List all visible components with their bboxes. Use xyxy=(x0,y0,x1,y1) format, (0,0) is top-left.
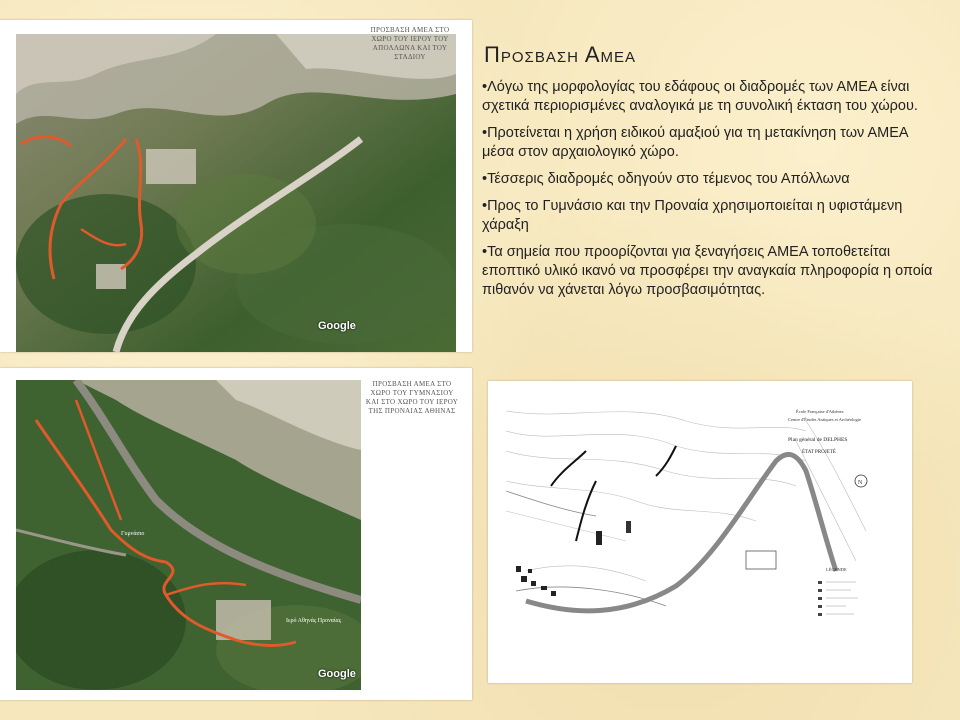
bullet-list xyxy=(482,78,937,308)
map-caption: ΠΡΟΣΒΑΣΗ ΑΜΕΑ ΣΤΟ ΧΩΡΟ ΤΟΥ ΙΕΡΟΥ ΤΟΥ ΑΠΟΛΛΩΝΑ ΚΑΙ ΤΟΥ ΣΤΑΔΙΟΥ xyxy=(370,26,450,61)
plan-state: ÉTAT PROJETÉ xyxy=(802,450,836,455)
bullet-item: • Λόγω της μορφολογίας του εδάφους οι διαδρομές των ΑΜΕΑ είναι σχετικά περιορισμένες αναλογικά με τη συνολική έκταση του χώρου. xyxy=(482,78,937,116)
map-card-pronaia xyxy=(0,368,472,700)
bullet-item: • Προς το Γυμνάσιο και την Προναία χρησιμοποιείται η υφιστάμενη χάραξη xyxy=(482,197,937,235)
google-watermark: Google xyxy=(318,320,356,332)
map-label: Ιερό Αθηνάς Προναίας xyxy=(286,618,342,624)
bullet-item: • Τα σημεία που προορίζονται για ξεναγήσεις ΑΜΕΑ τοποθετείται εποπτικό υλικό ικανό να προσφέρει την αναγκαία πληροφορία η οποία πιθανόν να χάνεται λόγω προσβασιμότητας. xyxy=(482,243,937,300)
map-card-sanctuary xyxy=(0,20,472,352)
map-label: Γυμνάσιο xyxy=(121,531,145,537)
plan-institution: École Française d'Athènes xyxy=(796,409,844,414)
slide-title: Προσβαση Αμεα xyxy=(484,42,637,67)
satellite-map-pronaia xyxy=(16,380,361,690)
site-plan-drawing xyxy=(506,391,876,651)
plan-card xyxy=(488,381,912,683)
north-label: N xyxy=(858,480,863,486)
bullet-item: • Προτείνεται η χρήση ειδικού αμαξιού για τη μετακίνηση των ΑΜΕΑ μέσα στον αρχαιολογικό χώρο. xyxy=(482,124,937,162)
legend-title: LÉGENDE xyxy=(826,567,847,572)
plan-institution: Centre d'Études Antiques et Archéologie xyxy=(788,417,862,422)
google-watermark: Google xyxy=(318,668,356,680)
plan-title: Plan général de DELPHES xyxy=(788,437,848,443)
bullet-item: • Τέσσερις διαδρομές οδηγούν στο τέμενος του Απόλλωνα xyxy=(482,170,937,189)
satellite-map-sanctuary xyxy=(16,34,456,352)
map-caption: ΠΡΟΣΒΑΣΗ ΑΜΕΑ ΣΤΟ ΧΩΡΟ ΤΟΥ ΓΥΜΝΑΣΙΟΥ ΚΑΙ ΣΤΟ ΧΩΡΟ ΤΟΥ ΙΕΡΟΥ ΤΗΣ ΠΡΟΝΑΙΑΣ ΑΘΗΝΑΣ xyxy=(365,380,459,415)
